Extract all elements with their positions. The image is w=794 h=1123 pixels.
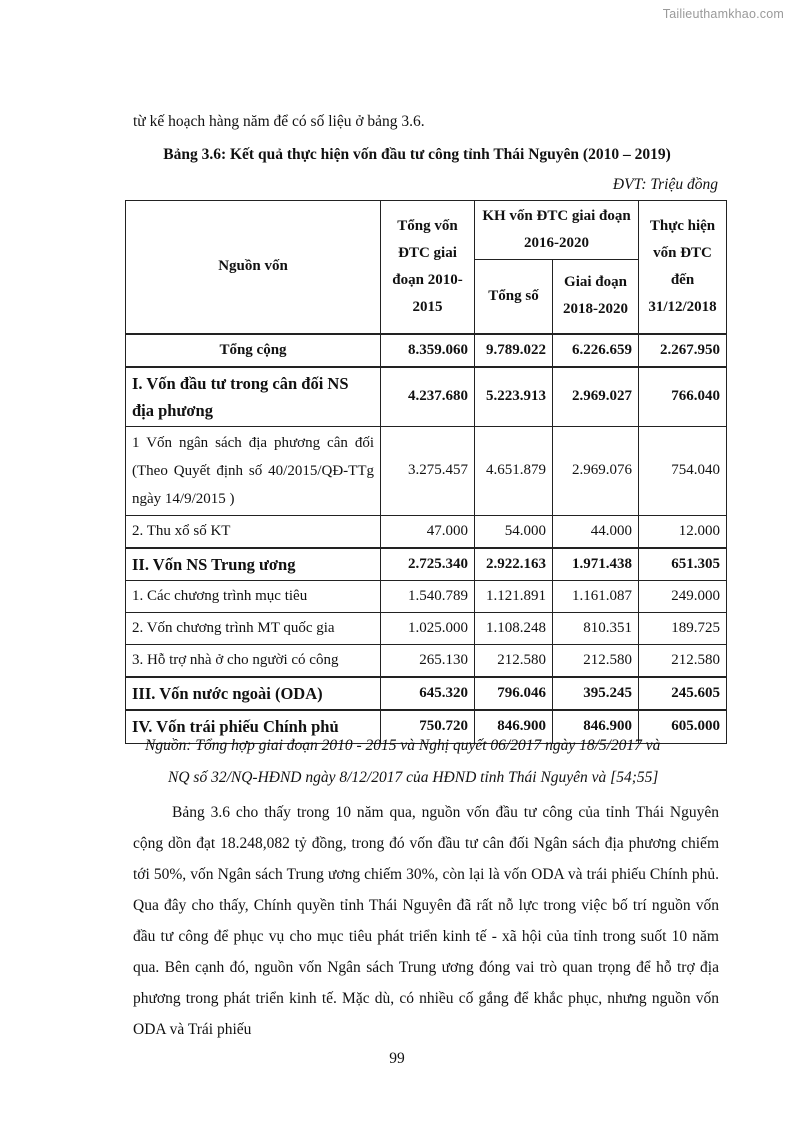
cell-value: 4.237.680 <box>381 367 475 427</box>
header-kh-total: Tổng số <box>475 260 553 334</box>
cell-value: 605.000 <box>639 710 727 744</box>
table-row <box>126 677 727 710</box>
table-row <box>126 612 727 644</box>
row-name: 2. Thu xổ số KT <box>126 515 381 548</box>
table-row <box>126 548 727 581</box>
row-name: Tổng cộng <box>126 334 381 367</box>
table-title: Bảng 3.6: Kết quả thực hiện vốn đầu tư công tỉnh Thái Nguyên (2010 – 2019) <box>163 146 671 163</box>
cell-value: 846.900 <box>475 710 553 744</box>
header-total-2010-2015: Tổng vốn ĐTC giai đoạn 2010-2015 <box>381 201 475 334</box>
cell-value: 796.046 <box>475 677 553 710</box>
header-actual: Thực hiện vốn ĐTC đến 31/12/2018 <box>639 201 727 334</box>
cell-value: 47.000 <box>381 515 475 548</box>
header-source: Nguồn vốn <box>126 201 381 334</box>
cell-value: 1.971.438 <box>553 548 639 581</box>
cell-value: 5.223.913 <box>475 367 553 427</box>
watermark: Tailieuthamkhao.com <box>662 7 784 21</box>
cell-value: 212.580 <box>475 644 553 677</box>
cell-value: 766.040 <box>639 367 727 427</box>
cell-value: 1.540.789 <box>381 580 475 612</box>
row-name: III. Vốn nước ngoài (ODA) <box>126 677 381 710</box>
body-paragraph: Bảng 3.6 cho thấy trong 10 năm qua, nguồn vốn đầu tư công của tỉnh Thái Nguyên cộng dồn đạt 18.248,082 tỷ đồng, trong đó vốn đầu tư cân đối Ngân sách địa phương chiếm tới 50%, vốn Ngân sách Trung ương chiếm 30%, còn lại là vốn ODA và trái phiếu Chính phủ. Qua đây cho thấy, Chính quyền tỉnh Thái Nguyên đã rất nỗ lực trong việc bố trí nguồn vốn đầu tư công để phục vụ cho mục tiêu phát triển kinh tế - xã hội của tỉnh trong suốt 10 năm qua. Bên cạnh đó, nguồn vốn Ngân sách Trung ương đóng vai trò quan trọng để hỗ trợ địa phương trong phát triển kinh tế. Mặc dù, có nhiều cố gắng để khắc phục, nhưng nguồn vốn ODA và Trái phiếu <box>133 804 719 1038</box>
unit-label: ĐVT: Triệu đồng <box>612 176 718 193</box>
investment-table <box>125 200 727 744</box>
cell-value: 1.108.248 <box>475 612 553 644</box>
cell-value: 265.130 <box>381 644 475 677</box>
cell-value: 6.226.659 <box>553 334 639 367</box>
cell-value: 3.275.457 <box>381 426 475 515</box>
cell-value: 249.000 <box>639 580 727 612</box>
row-name: IV. Vốn trái phiếu Chính phủ <box>126 710 381 744</box>
cell-value: 645.320 <box>381 677 475 710</box>
row-name: 3. Hỗ trợ nhà ở cho người có công <box>126 644 381 677</box>
cell-value: 212.580 <box>639 644 727 677</box>
table-row <box>126 334 727 367</box>
cell-value: 54.000 <box>475 515 553 548</box>
intro-line: từ kế hoạch hàng năm để có số liệu ở bảng 3.6. <box>133 113 425 130</box>
cell-value: 810.351 <box>553 612 639 644</box>
table-row <box>126 580 727 612</box>
cell-value: 651.305 <box>639 548 727 581</box>
table-row <box>126 426 727 515</box>
cell-value: 846.900 <box>553 710 639 744</box>
cell-value: 2.267.950 <box>639 334 727 367</box>
row-name: 2. Vốn chương trình MT quốc gia <box>126 612 381 644</box>
cell-value: 1.025.000 <box>381 612 475 644</box>
cell-value: 750.720 <box>381 710 475 744</box>
cell-value: 2.969.076 <box>553 426 639 515</box>
table-row <box>126 515 727 548</box>
header-kh-2018-2020: Giai đoạn 2018-2020 <box>553 260 639 334</box>
header-kh-group: KH vốn ĐTC giai đoạn 2016-2020 <box>475 201 639 260</box>
source-note-line-1: Nguồn: Tổng hợp giai đoạn 2010 - 2015 và Nghị quyết 06/2017 ngày 18/5/2017 và <box>145 737 661 754</box>
cell-value: 1.161.087 <box>553 580 639 612</box>
cell-value: 4.651.879 <box>475 426 553 515</box>
row-name: 1 Vốn ngân sách địa phương cân đối (Theo Quyết định số 40/2015/QĐ-TTg ngày 14/9/2015 ) <box>126 426 381 515</box>
row-name: 1. Các chương trình mục tiêu <box>126 580 381 612</box>
cell-value: 2.922.163 <box>475 548 553 581</box>
table-row <box>126 644 727 677</box>
cell-value: 9.789.022 <box>475 334 553 367</box>
cell-value: 2.969.027 <box>553 367 639 427</box>
cell-value: 754.040 <box>639 426 727 515</box>
cell-value: 212.580 <box>553 644 639 677</box>
cell-value: 245.605 <box>639 677 727 710</box>
row-name: II. Vốn NS Trung ương <box>126 548 381 581</box>
cell-value: 2.725.340 <box>381 548 475 581</box>
cell-value: 189.725 <box>639 612 727 644</box>
page-number: 99 <box>389 1050 405 1067</box>
table-row <box>126 367 727 427</box>
cell-value: 1.121.891 <box>475 580 553 612</box>
source-note-line-2: NQ số 32/NQ-HĐND ngày 8/12/2017 của HĐND tỉnh Thái Nguyên và [54;55] <box>168 769 659 786</box>
row-name: I. Vốn đầu tư trong cân đối NS địa phương <box>126 367 381 427</box>
cell-value: 44.000 <box>553 515 639 548</box>
cell-value: 12.000 <box>639 515 727 548</box>
cell-value: 395.245 <box>553 677 639 710</box>
cell-value: 8.359.060 <box>381 334 475 367</box>
